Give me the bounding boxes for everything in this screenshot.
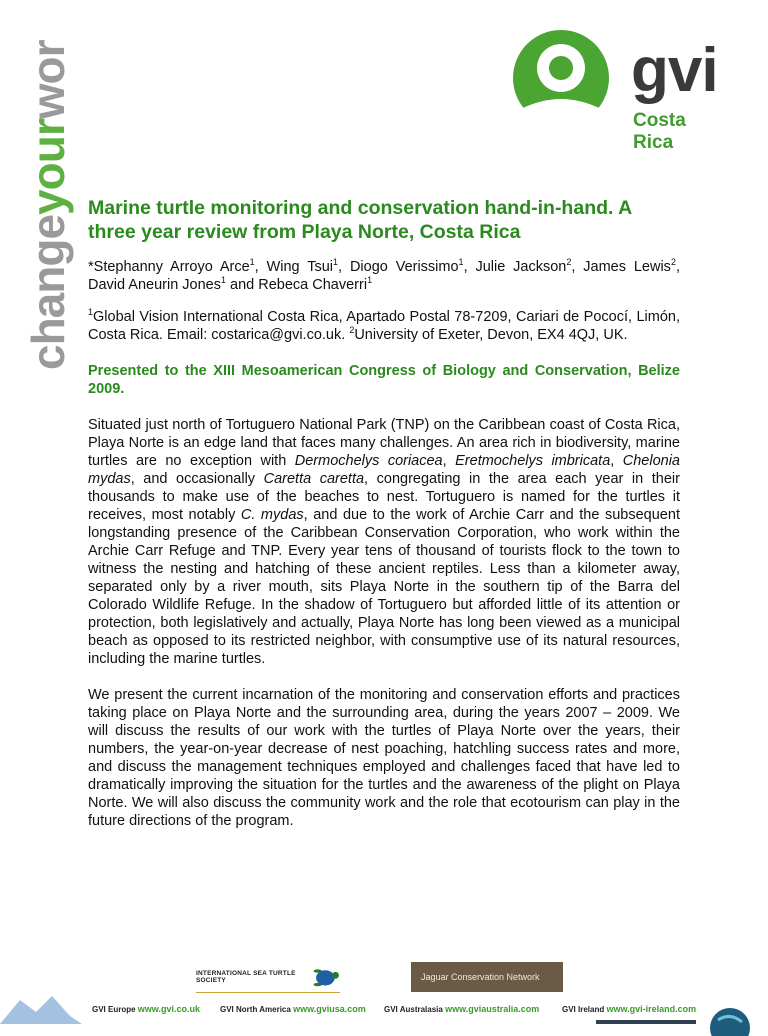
author: Rebeca Chaverri — [258, 277, 368, 293]
partner-logo-strip — [596, 1020, 696, 1024]
sea-turtle-icon — [311, 963, 340, 991]
office-entry: GVI Australasia www.gviaustralia.com — [384, 1004, 540, 1014]
istts-logo — [196, 962, 340, 993]
gvi-logo — [505, 30, 725, 153]
office-entry: GVI North America www.gviusa.com — [220, 1004, 366, 1014]
svg-text:changeyourworld — [22, 40, 74, 370]
earth-logo-icon — [700, 1006, 760, 1036]
author: *Stephanny Arroyo Arce — [88, 259, 250, 275]
jcn-label: Jaguar Conservation Network — [421, 972, 540, 982]
author-list: *Stephanny Arroyo Arce$^1$, Wing Tsui$^1$, Diogo Verissimo$^1$, Julie Jackson$^2$, James Lewis$^2$, David Aneurin Jones$^1$ and Rebeca Chaverri$^1$ — [88, 257, 680, 293]
office-entry: GVI Europe www.gvi.co.uk — [92, 1004, 200, 1014]
office-url[interactable]: www.gvi-ireland.com — [606, 1004, 697, 1014]
office-url[interactable]: www.gviusa.com — [293, 1004, 366, 1014]
side-brand-your: your — [22, 119, 74, 215]
side-brand-change: change — [22, 214, 74, 370]
body-paragraph-2: We present the current incarnation of the monitoring and conservation efforts and practices taking place on Playa Norte and the surrounding area, during the years 2007 – 2009. We will discuss the results of our work with the turtles of Playa Norte over the years, their numbers, the year-on-year decrease of nest poaching, hatchling success rates and more, and discuss the management techniques employed and challenges faced that have led to dramatically improving the situation for the turtles and the awareness of the plight on Playa Norte. We will also discuss the community work and the role that ecotourism can play in the future directions of the program. — [88, 687, 680, 829]
affiliations: $^1$Global Vision International Costa Rica, Apartado Postal 78-7209, Cariari de Pococí, Limón, Costa Rica. Email: costarica@gvi.co.uk. $^2$University of Exeter, Devon, EX4 4QJ, UK. — [88, 307, 680, 343]
jaguar-conservation-network-logo — [411, 962, 563, 992]
species-name: Caretta caretta — [263, 471, 365, 487]
species-name: C. mydas — [240, 507, 304, 523]
abstract-title: Marine turtle monitoring and conservation hand-in-hand. A three year review from Playa Norte, Costa Rica — [88, 197, 632, 243]
author: Diogo Verissimo — [349, 259, 459, 275]
footer — [0, 950, 768, 1024]
author: Wing Tsui — [266, 259, 334, 275]
office-url[interactable]: www.gvi.co.uk — [137, 1004, 200, 1014]
office-url[interactable]: www.gviaustralia.com — [445, 1004, 540, 1014]
abstract-body — [88, 196, 680, 830]
office-entry: GVI Ireland www.gvi-ireland.com — [562, 1004, 697, 1014]
side-brand-world: world — [22, 40, 74, 120]
gvi-logo-text: gvi — [631, 36, 718, 105]
species-name: Eretmochelys imbricata — [455, 453, 611, 469]
istts-label: INTERNATIONAL SEA TURTLE SOCIETY — [196, 970, 296, 984]
office-list — [92, 1004, 712, 1018]
author: Julie Jackson — [475, 259, 567, 275]
author: James Lewis — [583, 259, 671, 275]
species-name: Dermochelys coriacea — [294, 453, 443, 469]
presented-note: Presented to the XIII Mesoamerican Congress of Biology and Conservation, Belize 2009. — [88, 363, 680, 397]
side-brand-text — [14, 40, 74, 380]
author: David Aneurin Jones — [88, 277, 221, 293]
body-paragraph-1: Situated just north of Tortuguero National Park (TNP) on the Caribbean coast of Costa Rica, Playa Norte is an edge land that faces many challenges. An area rich in biodiversity, marine turtles are no exception with Dermochelys coriacea, Eretmochelys imbricata, Chelonia mydas, and occasionally Caretta caretta, congregating in the area each year in their thousands to make use of the beaches to nest. Tortuguero is named for the turtles it receives, most notably C. mydas, and due to the work of Archie Carr and the subsequent longstanding presence of the Caribbean Conservation Corporation, who work within the Archie Carr Refuge and TNP. Every year tens of thousand of tourists flock to the town to witness the nesting and hatching of these ancient reptiles. Less than a kilometer away, separated only by a river mouth, sits Playa Norte in the southern tip of the Barra del Colorado Wildlife Refuge. In the shadow of Tortuguero but afforded little of its attention or protection, both legislatively and actually, Playa Norte has long been viewed as a municipal beach as opposed to its restricted neighbor, with consumptive use of its natural resources, including the marine turtles. — [88, 417, 681, 667]
gvi-logo-mark-icon — [505, 30, 625, 140]
gvi-logo-subtitle: Costa Rica — [633, 110, 686, 153]
bird-graphic-icon — [0, 992, 82, 1024]
species-name: Chelonia mydas — [88, 453, 681, 487]
